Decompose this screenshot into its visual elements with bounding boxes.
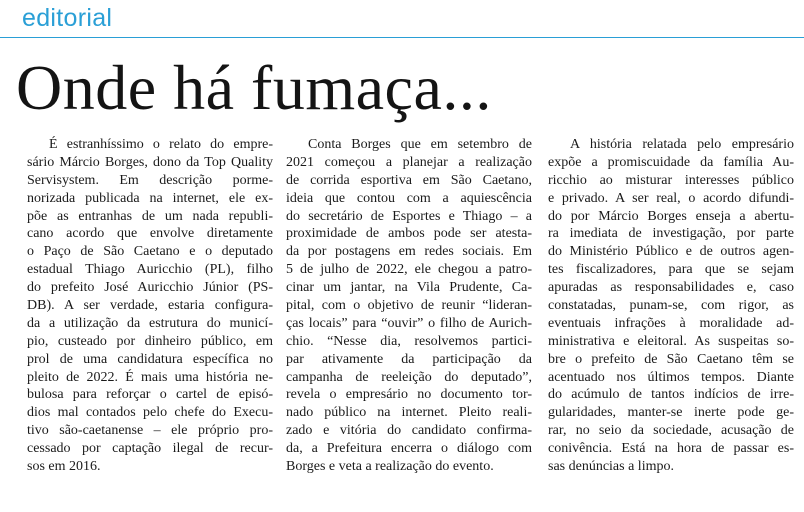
text-line: do acúmulo de tantos indícios de irre- bbox=[548, 387, 794, 403]
text-line: DB). A ser verdade, estaria configura- bbox=[27, 298, 273, 314]
text-line: cano acordo que envolve diretamente bbox=[27, 226, 273, 242]
text-line: bre o prefeito de São Caetano têm se bbox=[548, 351, 794, 367]
text-line: pleito de 2022. É mais uma história ne- bbox=[27, 369, 273, 385]
text-line: expõe a promiscuidade da família Au- bbox=[548, 154, 794, 170]
text-line: É estranhíssimo o relato do empre- bbox=[49, 137, 273, 152]
article-column-2 bbox=[286, 136, 532, 476]
text-line: bulosa para reforçar o cartel de episó- bbox=[27, 387, 273, 403]
text-line: estadual Thiago Auricchio (PL), filho bbox=[27, 262, 273, 278]
text-line: norizada publicada na internet, ele ex- bbox=[27, 190, 273, 206]
text-line: pio, custeado por dinheiro público, em bbox=[27, 333, 273, 349]
article-column-3 bbox=[548, 136, 794, 476]
text-line: da, a Prefeitura encerra o diálogo com bbox=[286, 441, 532, 457]
text-line: cinar um jantar, na Vila Prudente, Ca- bbox=[286, 280, 532, 296]
text-line: ministrativa e eleitoral. As suspeitas so- bbox=[548, 333, 794, 349]
text-line: rar, no seio da sociedade, acusação de bbox=[548, 423, 794, 439]
text-line: acentuado nos últimos tempos. Diante bbox=[548, 369, 794, 385]
text-line: A história relatada pelo empresário bbox=[570, 137, 794, 152]
text-line: campanha de reeleição do deputado”, bbox=[286, 369, 532, 385]
text-line: Borges e veta a realização do evento. bbox=[286, 459, 494, 475]
text-line: da a utilização da estrutura do municí- bbox=[27, 315, 273, 331]
text-line: proximidade de ambos pode ser atesta- bbox=[286, 226, 532, 242]
text-line: gularidades, manter-se inerte pode ge- bbox=[548, 405, 794, 421]
text-line: tivo são-caetanense – ele próprio pro- bbox=[27, 423, 273, 439]
text-line: constatadas, punam-se, com rigor, as bbox=[548, 298, 794, 314]
text-line: Servisystem. Em descrição porme- bbox=[27, 172, 273, 188]
text-line: sos em 2016. bbox=[27, 459, 101, 475]
section-rule bbox=[0, 37, 804, 38]
text-line: 2021 começou a planejar a realização bbox=[286, 154, 532, 170]
text-line: prol de uma candidatura específica no bbox=[27, 351, 273, 367]
text-line: nado público na internet. Pleito reali- bbox=[286, 405, 532, 421]
text-line: chio. “Nesse dia, resolvemos partici- bbox=[286, 333, 532, 349]
text-line: do secretário de Esportes e Thiago – a bbox=[286, 208, 532, 224]
text-line: do Ministério Público e de outros agen- bbox=[548, 244, 794, 260]
article-column-1 bbox=[27, 136, 273, 476]
text-line: dios mal contados pelo chefe do Execu- bbox=[27, 405, 273, 421]
text-line: do por Márcio Borges enseja a abertu- bbox=[548, 208, 794, 224]
text-line: sas denúncias a limpo. bbox=[548, 459, 674, 475]
text-line: da por postagens em redes sociais. Em bbox=[286, 244, 532, 260]
text-line: do prefeito José Auricchio Júnior (PS- bbox=[27, 280, 273, 296]
text-line: ideia que contou com a aquiescência bbox=[286, 190, 532, 206]
text-line: par ativamente da participação da bbox=[286, 351, 532, 367]
text-line: 5 de julho de 2022, ele chegou a patro- bbox=[286, 262, 532, 278]
text-line: e privado. A ser real, o acordo difundi- bbox=[548, 190, 794, 206]
text-line: eventuais infrações à moralidade ad- bbox=[548, 315, 794, 331]
text-line: ra imediata de investigação, por parte bbox=[548, 226, 794, 242]
text-line: de corrida esportiva em São Caetano, bbox=[286, 172, 532, 188]
text-line: conivência. Está na hora de passar es- bbox=[548, 441, 794, 457]
text-line: põe as entranhas de um nada republi- bbox=[27, 208, 273, 224]
text-line: ças locais” para “ouvir” o filho de Aurich- bbox=[286, 315, 532, 331]
text-line: revela o empresário no documento tor- bbox=[286, 387, 532, 403]
text-line: Conta Borges que em setembro de bbox=[308, 137, 532, 152]
text-line: apuradas as responsabilidades e, caso bbox=[548, 280, 794, 296]
section-label: editorial bbox=[22, 4, 113, 32]
text-line: o Paço de São Caetano e o deputado bbox=[27, 244, 273, 260]
text-line: pital, com o objetivo de reunir “lideran- bbox=[286, 298, 532, 314]
text-line: zado e vitória do candidato confirma- bbox=[286, 423, 532, 439]
text-line: tes fiscalizadores, para que se sejam bbox=[548, 262, 794, 278]
text-line: sário Márcio Borges, dono da Top Quality bbox=[27, 154, 273, 170]
text-line: cessado por captação ilegal de recur- bbox=[27, 441, 273, 457]
text-line: ricchio ao misturar interesses público bbox=[548, 172, 794, 188]
headline: Onde há fumaça... bbox=[16, 52, 492, 123]
